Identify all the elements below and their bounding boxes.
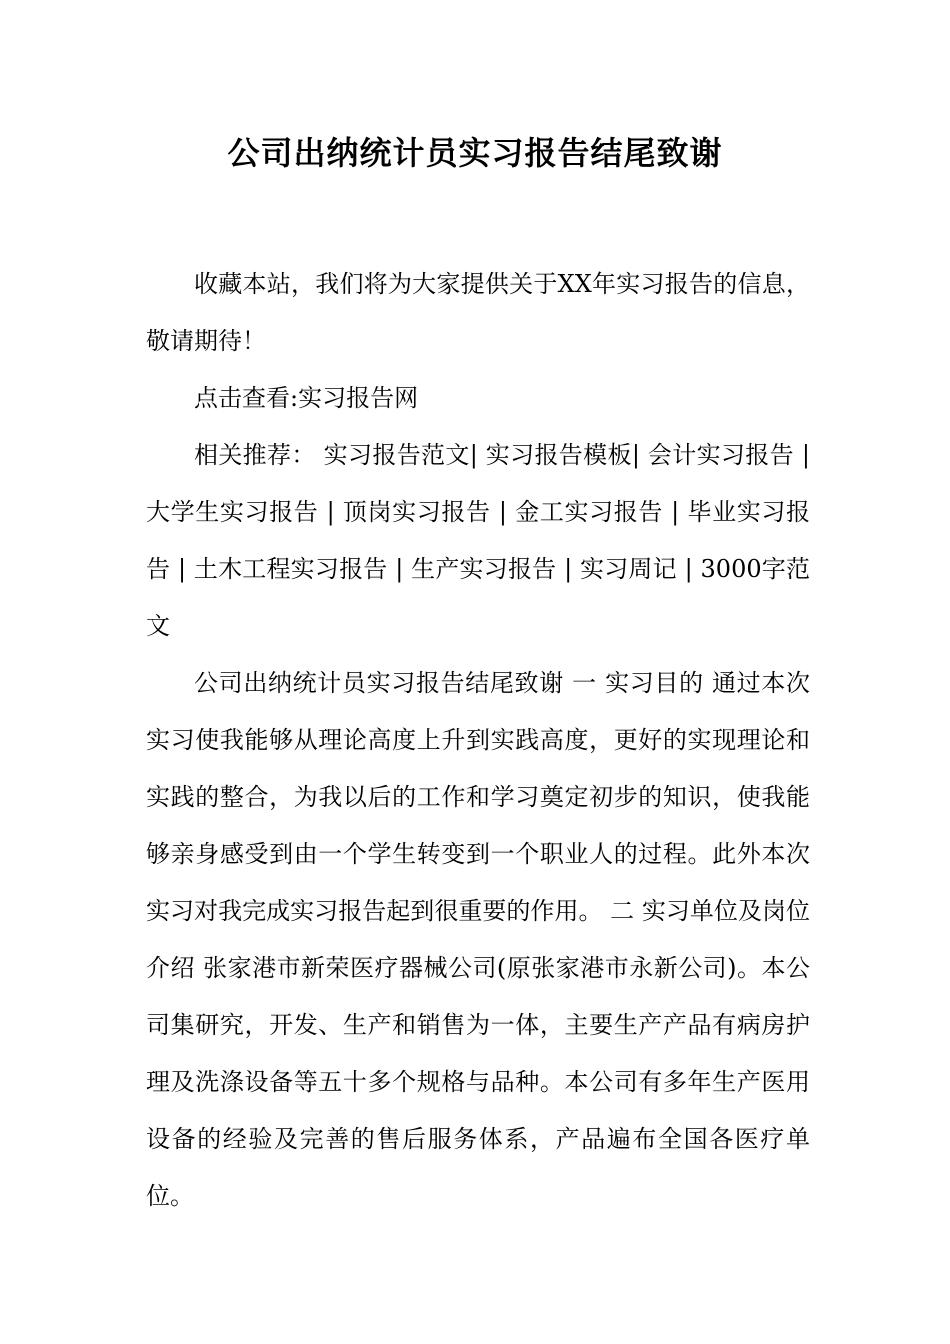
document-body [146,256,810,1225]
document-title: 公司出纳统计员实习报告结尾致谢 [227,134,723,172]
view-link-paragraph: 点击查看:实习报告网 [194,384,419,412]
related-recommendations: 相关推荐： 实习报告范文| 实习报告模板| 会计实习报告 | 大学生实习报告 | 顶岗实习报告 | 金工实习报告 | 毕业实习报告 | 土木工程实习报告 | 生产实习报告 | 实习周记 | 3000字范文 [146,441,810,640]
main-text-paragraph: 公司出纳统计员实习报告结尾致谢 一 实习目的 通过本次实习使我能够从理论高度上升到实践高度，更好的实现理论和实践的整合，为我以后的工作和学习奠定初步的知识，使我能够亲身感受到由一个学生转变到一个职业人的过程。此外本次实习对我完成实习报告起到很重要的作用。 二 实习单位及岗位介绍 张家港市新荣医疗器械公司(原张家港市永新公司)。本公司集研究，开发、生产和销售为一体，主要生产产品有病房护理及洗涤设备等五十多个规格与品种。本公司有多年生产医用设备的经验及完善的售后服务体系，产品遍布全国各医疗单位。 [146,669,810,1210]
intro-paragraph: 收藏本站，我们将为大家提供关于XX年实习报告的信息，敬请期待！ [146,270,810,355]
